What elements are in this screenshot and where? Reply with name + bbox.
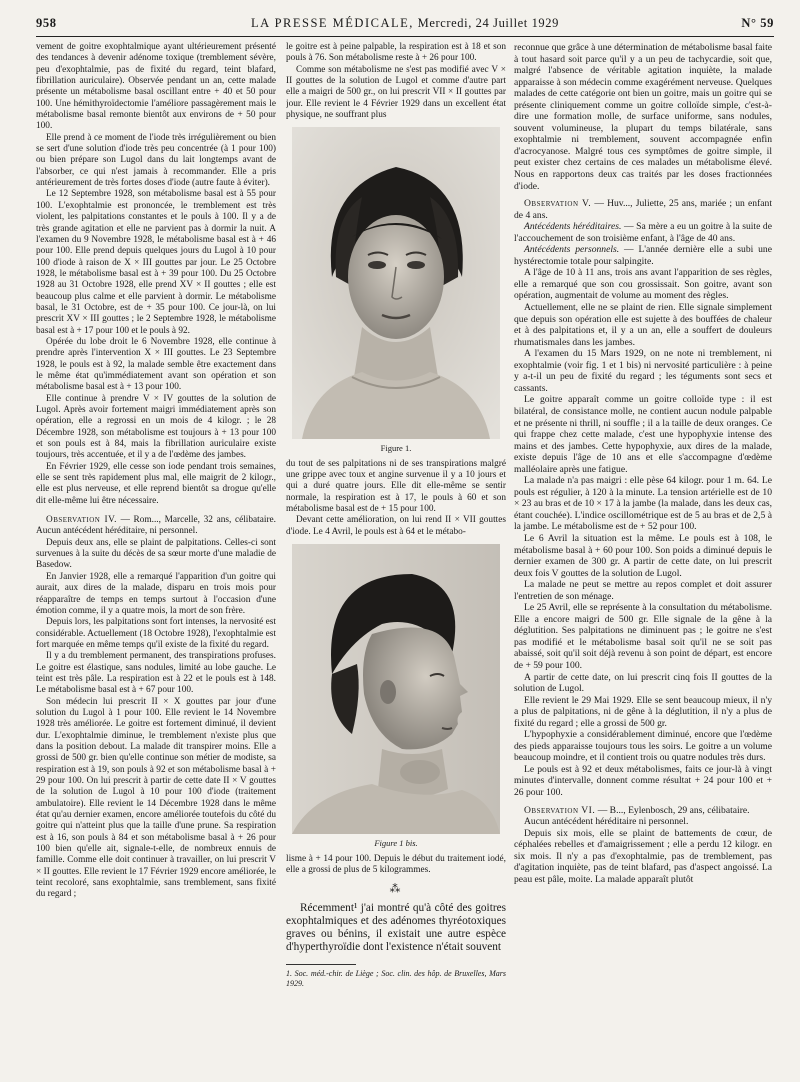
column-left [36,42,276,1074]
paragraph: Depuis lors, les palpitations sont fort intenses, la nervosité est considérable. Actuellement (18 Octobre 1928), l'exophtalmie est fort marquée en même temps qu'il existe de la fixité du regard. [36,617,276,650]
paragraph: Devant cette amélioration, on lui rend II × VII gouttes d'iode. Le 4 Avril, le pouls est à 64 et le métabo- [286,515,506,537]
column-right [514,42,772,1074]
paragraph: Le goitre apparaît comme un goitre colloïde type : il est bilatéral, de consistance molle, ne contient aucun nodule palpable et ne présente ni thrill, ni souffle ; il a la taille de deux oranges. Ce qui frappe chez cette malade, c'est une hypophyxie intense des mains et des jambes. Cette hypophyxie, aux dires de la malade, existe depuis l'âge de 10 ans et elle s'accompagne d'œdème malléolaire après une fatigue. [514,394,772,475]
paragraph: L'hypophyxie a considérablement diminué, encore que l'œdème des pieds apparaisse toujours tous les soirs. Le goitre a un volume beaucoup moindre, et il contient trois ou quatre nodules très durs. [514,729,772,764]
page-number: 958 [36,16,57,30]
journal-name: LA PRESSE MÉDICALE, [251,16,414,30]
page-header [36,14,774,37]
subheading-text: — Sa mère a eu un goitre à la suite de l'accouchement de son troisième enfant, à l'âge de 40 ans. [514,221,772,244]
paragraph: Le pouls est à 92 et deux métabolismes, faits ce jour-là à vingt minutes d'intervalle, donnent comme résultat + 24 pour 100 et + 26 pour 100. [514,763,772,798]
figure-caption: Figure 1. [380,443,412,454]
subheading-text: — L'année dernière elle a subi une hystérectomie totale pour salpingite. [514,244,772,267]
paragraph: Aucun antécédent héréditaire ni personnel. [524,816,689,828]
observation-heading [36,515,276,538]
section-separator: ⁂ [389,883,403,896]
paragraph: vement de goitre exophtalmique ayant ultérieurement présenté des tendances à devenir adénome toxique (tremblement sévère, peu d'exophtalmie, pas de fixité du regard, teint blafard, fibrillation auriculaire). Observée pendant un an, cette malade présente un métabolisme basal oscillant entre + 40 et 50 pour 100. Une hémithyroïdectomie l'améliore passagèrement mais le métabolisme basal remonte bientôt aux environs de + 50 pour 100. [36,42,276,132]
running-title [36,16,774,31]
paragraph [514,244,772,267]
paragraph: Depuis deux ans, elle se plaint de palpitations. Celles-ci sont survenues à la suite du décès de sa sœur morte d'une maladie de Basedow. [36,537,276,571]
paragraph: du tout de ses palpitations ni de ses transpirations malgré une grippe avec toux et angine survenue il y a 10 jours et qui a duré quatre jours. Elle dit elle-même se sentir normale, la respiration est à 17, le pouls à 60 et son métabolisme basal est de + 15 pour 100. [286,458,506,515]
figure-1 [286,127,506,454]
figure-caption: Figure 1 bis. [374,838,418,849]
observation-label: Observation IV. [46,515,117,526]
paragraph: le goitre est à peine palpable, la respiration est à 18 et son pouls à 76. Son métabolisme reste à + 26 pour 100. [286,42,506,64]
paragraph: A l'âge de 10 à 11 ans, trois ans avant l'apparition de ses règles, elle a remarqué que son cou grossissait. Son goitre, avant son opération, augmentait de volume au moment des règles. [514,267,772,302]
paragraph: Elle revient le 29 Mai 1929. Elle se sent beaucoup mieux, il n'y a plus de palpitations, ni de gêne à la déglutition, il n'y a plus de fixité du regard ; elle a grossi de 500 gr. [514,694,772,729]
footnote-rule [286,964,356,965]
paragraph: Comme son métabolisme ne s'est pas modifié avec V × II gouttes de la solution de Lugol et comme d'autre part elle a maigri de 500 gr., on lui prescrit VII × II gouttes par jour. Elle revient le 4 Février 1929 dans un excellent état physique, ne souffrant plus [286,64,506,121]
observation-heading [514,198,772,221]
issue-number: N° 59 [741,16,774,30]
paragraph: Il y a du tremblement permanent, des transpirations profuses. Le goitre est élastique, sans nodules, limité au lobe gauche. Le teint est très pâle. La respiration est à 22 et le pouls est à 148. Le métabolisme basal est à + 67 pour 100. [36,651,276,696]
paragraph: Son médecin lui prescrit II × X gouttes par jour d'une solution du Lugol à 1 pour 100. Elle revient le 14 Novembre 1928 très améliorée. Le goitre est fortement diminué, il devient dur. L'exophtalmie diminue, le tremblement n'existe plus que dans la position debout. La malade dit transpirer moins. Elle a grossi de 500 gr. bien qu'elle continue son métier de modiste, sa respiration est à 19, son pouls à 92 et son métabolisme basal à + 29 pour 100. On lui prescrit à partir de cette date II × V gouttes de la solution de Lugol à 10 pour 100 d'iode (traitement ambulatoire). Elle revient le 14 Décembre 1928 dans le même état qu'au dernier examen, encore améliorée toutefois du côté du goitre qui n'atteint plus que la taille d'une prune. Sa respiration est à 16, son pouls à 84 et son métabolisme basal à + 26 pour 100 bien qu'elle ait, signale-t-elle, de nombreux ennuis de famille. Comme elle doit continuer à travailler, on lui prescrit V × II gouttes. Elle revient le 17 Février 1929 encore améliorée, le teint recoloré, sans exophtalmie, sans tremblement, sans fixité du regard ; [36,696,276,900]
footnote: 1. Soc. méd.-chir. de Liège ; Soc. clin. des hôp. de Bruxelles, Mars 1929. [286,969,506,989]
paragraph: reconnue que grâce à une détermination de métabolisme basal faite à tout hasard soit parce qu'il y a un peu de tachycardie, soit que, malgré l'absence de véritable agitation inquiète, la malade apparaisse à son médecin comme exagérément nerveuse. Quelques malades de cette catégorie ont bien un goitre, mais un goitre qui se présente cliniquement comme un goitre colloïde simple, c'est-à-dire une formation molle, de surface uniforme, sans nodules, souvent volumineuse, la plupart du temps bilatérale, sans exophtalmie ni tremblement, souvent accompagnée enfin d'acrocyanose. Malgré tous ces symptômes de goitre simple, il peut exister chez certains de ces malades un métabolisme élevé. Nous en rapportons deux cas traités par les doses fractionnées d'iode. [514,42,772,192]
issue-date: Mercredi, 24 Juillet 1929 [417,16,559,30]
subheading: Antécédents héréditaires. [524,221,622,233]
paragraph: Opérée du lobe droit le 6 Novembre 1928, elle continue à prendre après l'intervention X × III gouttes. Le 23 Septembre 1928, le pouls est à 92, la malade semble être exactement dans le même état qu'immédiatement avant son opération et son métabolisme basal est à + 13 pour 100. [36,336,276,393]
paragraph: Le 6 Avril la situation est la même. Le pouls est à 108, le métabolisme basal à + 60 pour 100. Son poids a diminué depuis le dernier examen de 300 gr. A partir de cette date, on lui prescrit deux fois V gouttes de la solution de Lugol. [514,532,772,579]
paragraph: Actuellement, elle ne se plaint de rien. Elle signale simplement que depuis son opération elle est sujette à des bouffées de chaleur et à des palpitations et, il y a un an, elle a souffert de douleurs rhumatismales dans les jambes. [514,302,772,348]
portrait-profile-photo [292,544,500,834]
paragraph: A partir de cette date, on lui prescrit cinq fois II gouttes de la solution de Lugol. [514,671,772,695]
paragraph: En Janvier 1928, elle a remarqué l'apparition d'un goitre qui aurait, aux dires de la malade, disparu en trois mois pour réapparaître de temps en temps surtout à l'occasion d'une émotion comme, il y a quatre mois, la mort de son frère. [36,571,276,616]
paragraph: Le 12 Septembre 1928, son métabolisme basal est à 55 pour 100. L'exophtalmie est prononcée, le tremblement est très violent, les palpitations constantes et le pouls à 100. Il y a de très grande agitation et elle ne parvient pas à dormir la nuit. A l'examen du 9 Novembre 1928, le métabolisme basal est à + 46 pour 100. Elle prend depuis quelques jours du Lugol à 10 pour 100 d'iode à raison de X × III gouttes par jour. Le 25 Octobre 1928, le métabolisme basal est à + 39 pour 100. Du 25 Octobre 1928 au 31 Octobre 1928, elle prend XV × II gouttes ; elle est beaucoup plus calme et elle parvient à dormir. Le métabolisme basal, le 31 Octobre, est de + 35 pour 100. Ce jour-là, on lui prescrit XV × III gouttes ; le 2 Septembre 1928, le métabolisme basal est à + 17 pour 100 et le pouls à 92. [36,189,276,336]
paragraph: Elle prend à ce moment de l'iode très irrégulièrement ou bien se sert d'une solution d'iode très peu concentrée (à 1 pour 100) ou bien prépare son Lugol dans du lait longtemps avant de l'absorber, ce qui n'est jamais à recommander. Elle a pris antérieurement de très fortes doses d'iode (autre faute à éviter). [36,132,276,189]
observation-heading [514,805,772,817]
paragraph: Le 25 Avril, elle se représente à la consultation du métabolisme. Elle a encore maigri de 500 gr. Elle signale de la gêne à la déglutition. Ses palpitations ne diminuent pas ; le goitre ne s'est pas modifié et le métabolisme basal soit qu'il ne se soit pas abaissé, soit qu'il soit déjà revenu à son point de départ, est encore de + 59 pour 100. [514,602,772,671]
paragraph: La malade ne peut se mettre au repos complet et doit assurer l'entretien de son ménage. [514,579,772,602]
paragraph: lisme à + 14 pour 100. Depuis le début du traitement iodé, elle a grossi de plus de 5 kilogrammes. [286,853,506,875]
observation-label: Observation V. [524,198,592,210]
observation-intro: — Rom..., Marcelle, 32 ans, célibataire. Aucun antécédent héréditaire, ni personnel. [36,515,276,537]
observation-label: Observation VI. [524,804,596,816]
paragraph: Elle continue à prendre V × IV gouttes de la solution de Lugol. Après avoir fortement maigri immédiatement après son opération, elle a regrossi en un mois de 4 kilogr. ; le 28 Décembre 1928, son métabolisme est toujours à + 13 pour 100 et son pouls est à 84, mais la fibrillation auriculaire existe toujours, très accentuée, et il y a de l'œdème des jambes. [36,393,276,461]
paragraph: Depuis six mois, elle se plaint de battements de cœur, de céphalées rebelles et d'amaigrissement ; elle a perdu 12 kilogr. en six mois. Il n'y a pas d'exophtalmie, pas de tremblement, pas d'agitation inquiète, pas de teint blafard, pas d'aspect angoissé. La peau est pâle, moite. La malade apparaît plutôt [514,827,772,885]
subheading: Antécédents personnels. [524,244,620,256]
portrait-front-photo [292,127,500,439]
figure-1-bis [286,544,506,849]
paragraph: La malade n'a pas maigri : elle pèse 64 kilogr. pour 1 m. 64. Le pouls est régulier, à 120 à la minute. La tension artérielle est de 10 × 23 au bras et de 10 × 17 à la jambe (la malade, dans les deux cas, étant couchée). L'indice oscillométrique est de 5 au bras et de 2,5 à la jambe. Le métabolisme est de + 52 pour 100. [514,475,772,533]
lead-paragraph: Récemment¹ j'ai montré qu'à côté des goitres exophtalmiques et des adénomes thyréotoxiques graves ou bénins, il existait une autre espèce d'hyperthyroïdie dont l'existence n'était souvent [286,901,506,954]
observation-intro: — Huv..., Juliette, 25 ans, mariée ; un enfant de 4 ans. [514,198,772,221]
paragraph [514,221,772,244]
paragraph: A l'examen du 15 Mars 1929, on ne note ni tremblement, ni exophtalmie (voir fig. 1 et 1 bis) ni nervosité particulière : à peine y a-t-il un peu de fixité du regard ; les téguments sont secs et cassants. [514,348,772,394]
paragraph: En Février 1929, elle cesse son iode pendant trois semaines, elle se sent très rapidement plus mal, elle maigrit de 2 kilogr., elle est plus nerveuse, et elle reprend bientôt sa drogue qu'elle dit elle-même lui être nécessaire. [36,461,276,506]
observation-intro: — B..., Eylenbosch, 29 ans, célibataire. [597,804,750,816]
column-middle [286,42,506,1074]
